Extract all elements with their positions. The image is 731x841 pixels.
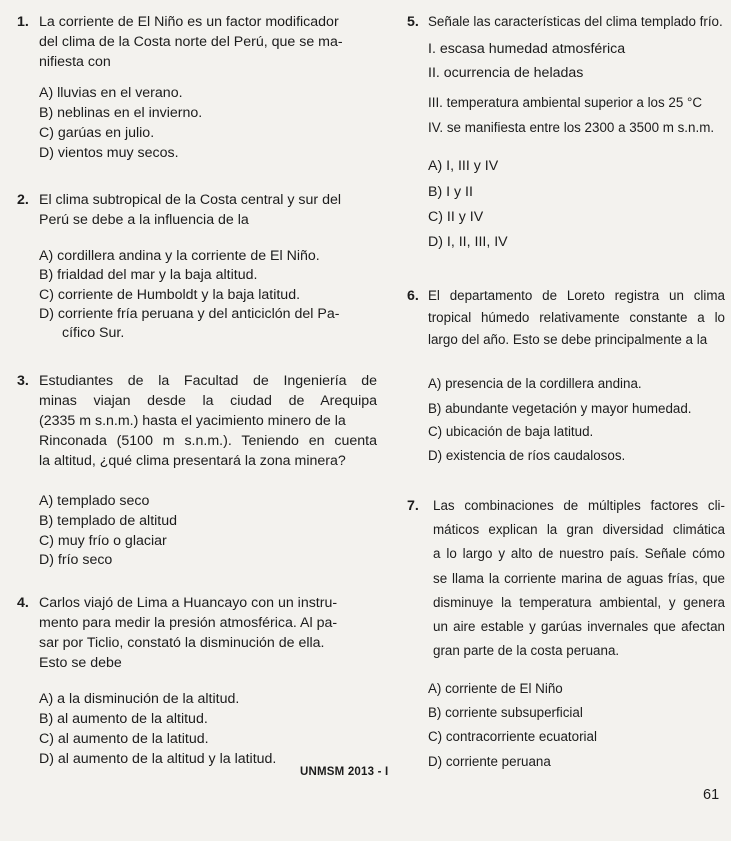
option-c: C) II y IV <box>428 209 484 225</box>
question-stem-line: a lo largo y alto de nuestro país. Señale cómo <box>433 546 725 561</box>
option-b: B) neblinas en el invierno. <box>39 105 203 121</box>
question-stem-line: disminuye la temperatura ambiental, y genera <box>433 595 725 610</box>
statement-iv: IV. se manifiesta entre los 2300 a 3500 m s.n.m. <box>428 120 715 135</box>
question-stem-line: minas viajan desde la ciudad de Arequipa <box>39 393 377 409</box>
question-stem-line: La corriente de El Niño es un factor modificador <box>39 14 339 30</box>
statement-iii: III. temperatura ambiental superior a los 25 °C <box>428 95 703 110</box>
option-c: C) ubicación de baja latitud. <box>428 424 594 439</box>
option-c: C) muy frío o glaciar <box>39 533 167 549</box>
question-stem-line: sar por Ticlio, constató la disminución de ella. <box>39 635 325 651</box>
option-c: C) garúas en julio. <box>39 125 155 141</box>
question-number: 1. <box>17 14 29 30</box>
option-b: B) I y II <box>428 184 473 200</box>
option-b: B) frialdad del mar y la baja altitud. <box>39 267 258 283</box>
option-a: A) corriente de El Niño <box>428 681 563 696</box>
question-number: 5. <box>407 14 419 30</box>
page-number: 61 <box>703 787 720 803</box>
option-a: A) a la disminución de la altitud. <box>39 691 240 707</box>
question-stem: Señale las características del clima templado frío. <box>428 14 723 29</box>
question-stem-line: Estudiantes de la Facultad de Ingeniería de <box>39 373 377 389</box>
question-stem-line: nifiesta con <box>39 54 111 70</box>
option-a: A) lluvias en el verano. <box>39 85 183 101</box>
question-stem-line: se llama la corriente marina de aguas frías, que <box>433 571 725 586</box>
option-c: C) contracorriente ecuatorial <box>428 729 597 744</box>
option-d: D) vientos muy secos. <box>39 145 179 161</box>
question-stem-line: El clima subtropical de la Costa central y sur del <box>39 192 342 208</box>
option-d: D) corriente fría peruana y del anticiclón del Pa- <box>39 306 340 322</box>
question-number: 6. <box>407 288 419 304</box>
option-d: D) al aumento de la altitud y la latitud. <box>39 751 277 767</box>
question-number: 3. <box>17 373 29 389</box>
exam-source-label: UNMSM 2013 - I <box>300 766 389 778</box>
question-stem-line: tropical húmedo relativamente constante a lo <box>428 310 725 325</box>
question-stem-line: Perú se debe a la influencia de la <box>39 212 249 228</box>
question-stem-line: del clima de la Costa norte del Perú, que se ma- <box>39 34 343 50</box>
question-number: 2. <box>17 192 29 208</box>
option-a: A) presencia de la cordillera andina. <box>428 376 642 391</box>
option-d-continued: cífico Sur. <box>62 325 125 341</box>
question-number: 4. <box>17 595 29 611</box>
option-b: B) al aumento de la altitud. <box>39 711 208 727</box>
question-stem-line: Las combinaciones de múltiples factores cli- <box>433 498 725 513</box>
question-stem-line: Esto se debe <box>39 655 122 671</box>
question-stem-line: gran parte de la costa peruana. <box>433 643 620 658</box>
option-a: A) I, III y IV <box>428 158 499 174</box>
option-a: A) cordillera andina y la corriente de El Niño. <box>39 248 320 264</box>
option-d: D) I, II, III, IV <box>428 234 508 250</box>
question-stem-line: la altitud, ¿qué clima presentará la zona minera? <box>39 453 346 469</box>
question-stem-line: máticos explican la gran diversidad climática <box>433 522 725 537</box>
question-stem-line: Rinconada (5100 m s.n.m.). Teniendo en cuenta <box>39 433 377 449</box>
question-number: 7. <box>407 498 419 514</box>
option-c: C) al aumento de la latitud. <box>39 731 209 747</box>
option-d: D) corriente peruana <box>428 754 551 769</box>
option-d: D) existencia de ríos caudalosos. <box>428 448 626 463</box>
question-stem-line: largo del año. Esto se debe principalmente a la <box>428 332 708 347</box>
option-b: B) abundante vegetación y mayor humedad. <box>428 401 692 416</box>
statement-ii: II. ocurrencia de heladas <box>428 65 584 81</box>
question-stem-line: (2335 m s.n.m.) hasta el yacimiento minero de la <box>39 413 346 429</box>
option-d: D) frío seco <box>39 552 113 568</box>
option-a: A) templado seco <box>39 493 150 509</box>
question-stem-line: mento para medir la presión atmosférica. Al pa- <box>39 615 338 631</box>
question-stem-line: un aire estable y garúas invernales que afectan <box>433 619 725 634</box>
option-c: C) corriente de Humboldt y la baja latitud. <box>39 287 301 303</box>
option-b: B) corriente subsuperficial <box>428 705 583 720</box>
question-stem-line: El departamento de Loreto registra un clima <box>428 288 725 303</box>
question-stem-line: Carlos viajó de Lima a Huancayo con un instru- <box>39 595 338 611</box>
statement-i: I. escasa humedad atmosférica <box>428 41 626 57</box>
option-b: B) templado de altitud <box>39 513 178 529</box>
